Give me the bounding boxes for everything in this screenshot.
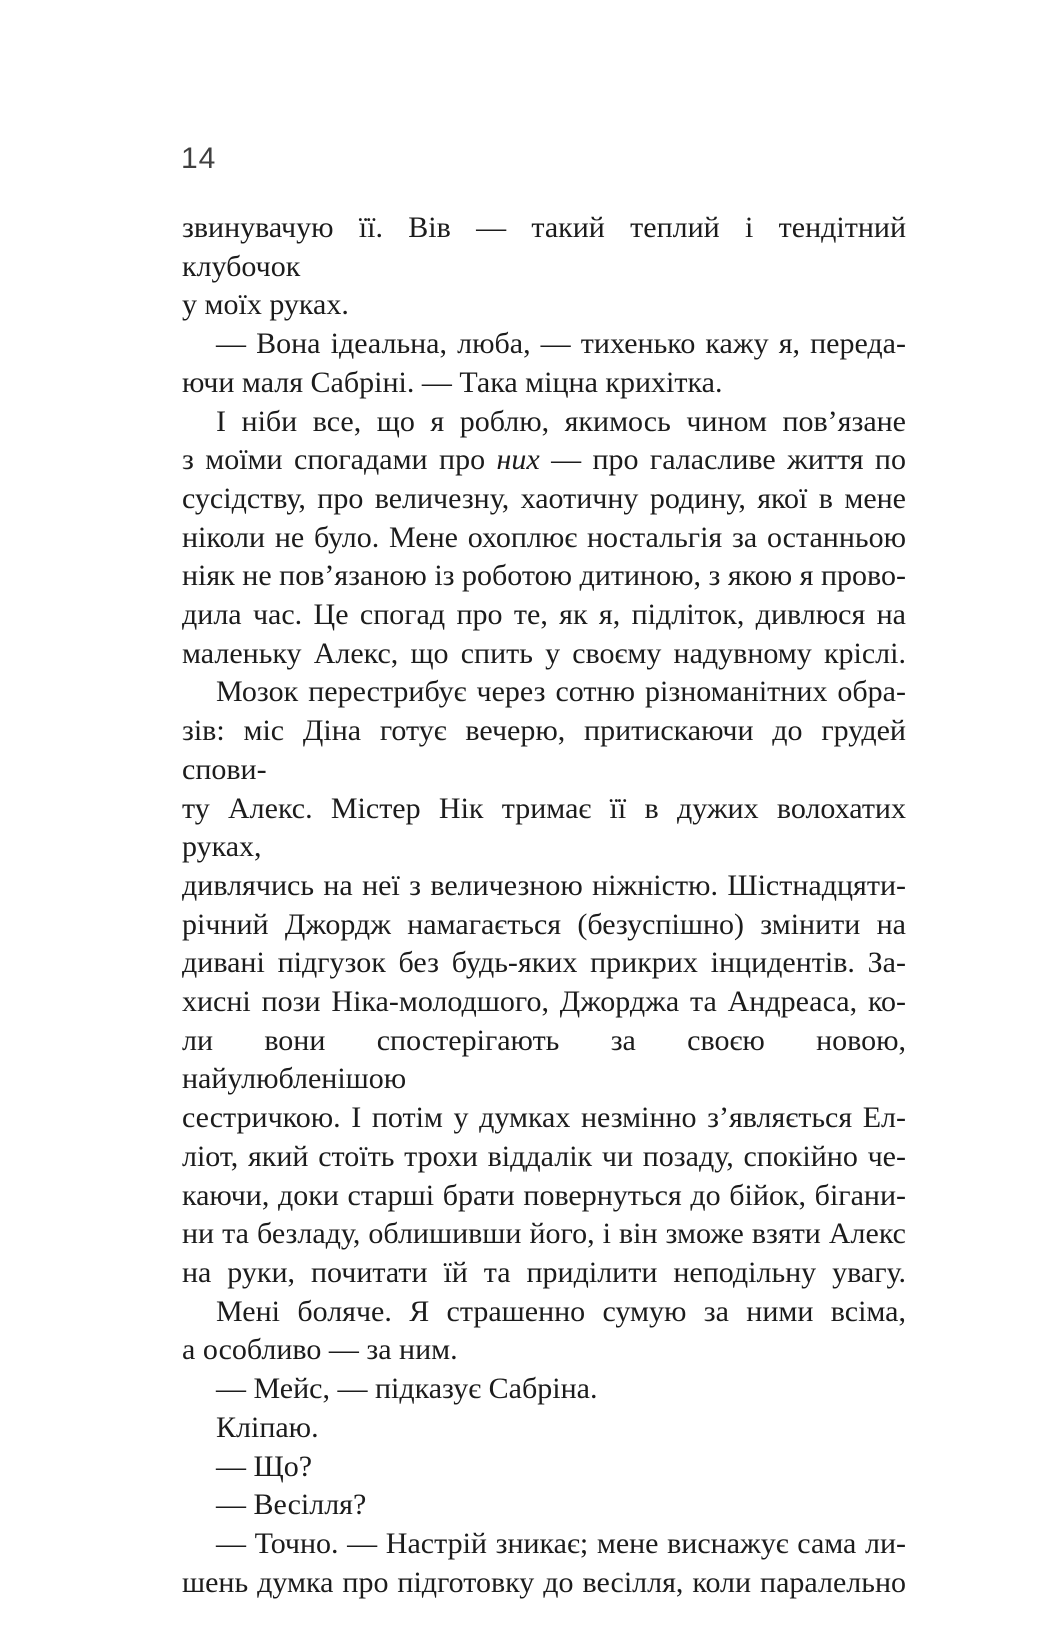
text-segment: сестричкою. І потім у думках незмінно з’являється Ел- xyxy=(182,1101,906,1135)
text-segment: а особливо — за ним. xyxy=(182,1333,458,1367)
italic-word: них xyxy=(496,443,540,477)
text-segment: Мені боляче. Я страшенно сумую за ними всіма, xyxy=(216,1294,906,1328)
text-segment: сусідству, про величезну, хаотичну родину, якої в мене xyxy=(182,481,906,515)
text-segment: Мозок перестрибує через сотню різноманітних обра- xyxy=(216,675,906,709)
text-segment: хисні пози Ніка-молодшого, Джорджа та Андреаса, ко- xyxy=(182,985,906,1019)
text-line xyxy=(182,673,906,712)
text-line xyxy=(182,441,906,480)
text-line xyxy=(182,1448,906,1487)
text-segment: — Точно. — Настрій зникає; мене виснажує сама ли- xyxy=(216,1526,906,1560)
text-segment: звинувачую її. Вів — такий теплий і тендітний клубочок xyxy=(182,211,906,283)
text-line xyxy=(182,1409,906,1448)
text-segment: у моїх руках. xyxy=(182,288,349,322)
text-segment: річний Джордж намагається (безуспішно) змінити на xyxy=(182,907,906,941)
text-line xyxy=(182,596,906,635)
text-segment: зів: міс Діна готує вечерю, притискаючи до грудей спови- xyxy=(182,714,906,786)
text-line xyxy=(182,712,906,789)
text-segment: — Вона ідеальна, люба, — тихенько кажу я, переда- xyxy=(216,327,906,361)
text-segment: шень думка про підготовку до весілля, коли паралельно xyxy=(182,1565,906,1599)
text-line xyxy=(182,1370,906,1409)
text-segment: дила час. Це спогад про те, як я, підліток, дивлюся на xyxy=(182,598,906,632)
text-line xyxy=(182,1254,906,1293)
text-line xyxy=(182,403,906,442)
text-line xyxy=(182,1215,906,1254)
text-segment: Кліпаю. xyxy=(216,1410,319,1444)
text-segment: — Мейс, — підказує Сабріна. xyxy=(216,1372,598,1406)
text-line xyxy=(182,519,906,558)
text-line xyxy=(182,1525,906,1564)
page-number: 14 xyxy=(181,142,217,175)
text-line xyxy=(182,790,906,867)
text-line xyxy=(182,325,906,364)
text-line xyxy=(182,1099,906,1138)
text-segment: ни та безладу, облишивши його, і він зможе взяти Алекс xyxy=(182,1217,906,1251)
text-segment: ючи маля Сабріні. — Така міцна крихітка. xyxy=(182,365,723,399)
text-segment: ту Алекс. Містер Нік тримає її в дужих волохатих руках, xyxy=(182,791,906,864)
text-line xyxy=(182,1331,906,1370)
text-segment: І ніби все, що я роблю, якимось чином пов’язане xyxy=(216,404,906,438)
text-segment: — Що? xyxy=(216,1449,313,1483)
text-line xyxy=(182,1564,906,1603)
text-line xyxy=(182,286,906,325)
text-line xyxy=(182,1138,906,1177)
text-line xyxy=(182,906,906,945)
text-segment: дивані підгузок без будь-яких прикрих інцидентів. За- xyxy=(182,946,906,980)
text-line xyxy=(182,867,906,906)
text-line xyxy=(182,364,906,403)
text-line xyxy=(182,944,906,983)
text-segment: ли вони спостерігають за своєю новою, найулюбленішою xyxy=(182,1023,906,1096)
text-segment: маленьку Алекс, що спить у своєму надувному кріслі. xyxy=(182,636,906,670)
text-line xyxy=(182,1486,906,1525)
text-segment: — Весілля? xyxy=(216,1488,367,1522)
text-segment: ніколи не було. Мене охоплює ностальгія за останньою xyxy=(182,520,906,554)
text-segment: дивлячись на неї з величезною ніжністю. Шістнадцяти- xyxy=(182,868,906,902)
text-line xyxy=(182,557,906,596)
text-line xyxy=(182,635,906,674)
text-line xyxy=(182,209,906,286)
text-line xyxy=(182,480,906,519)
text-line xyxy=(182,1177,906,1216)
text-line xyxy=(182,1293,906,1332)
text-segment: ніяк не пов’язаною із роботою дитиною, з якою я прово- xyxy=(182,559,906,593)
text-segment: ліот, який стоїть трохи віддалік чи позаду, спокійно че- xyxy=(182,1139,906,1173)
text-segment: каючи, доки старші брати повернуться до бійок, бігани- xyxy=(182,1178,906,1212)
text-block xyxy=(182,209,906,1602)
text-line xyxy=(182,1022,906,1099)
text-segment: — про галасливе життя по xyxy=(539,443,906,477)
text-line xyxy=(182,983,906,1022)
text-segment: на руки, почитати їй та приділити неподільну увагу. xyxy=(182,1255,906,1289)
text-segment: з моїми спогадами про xyxy=(182,443,497,477)
